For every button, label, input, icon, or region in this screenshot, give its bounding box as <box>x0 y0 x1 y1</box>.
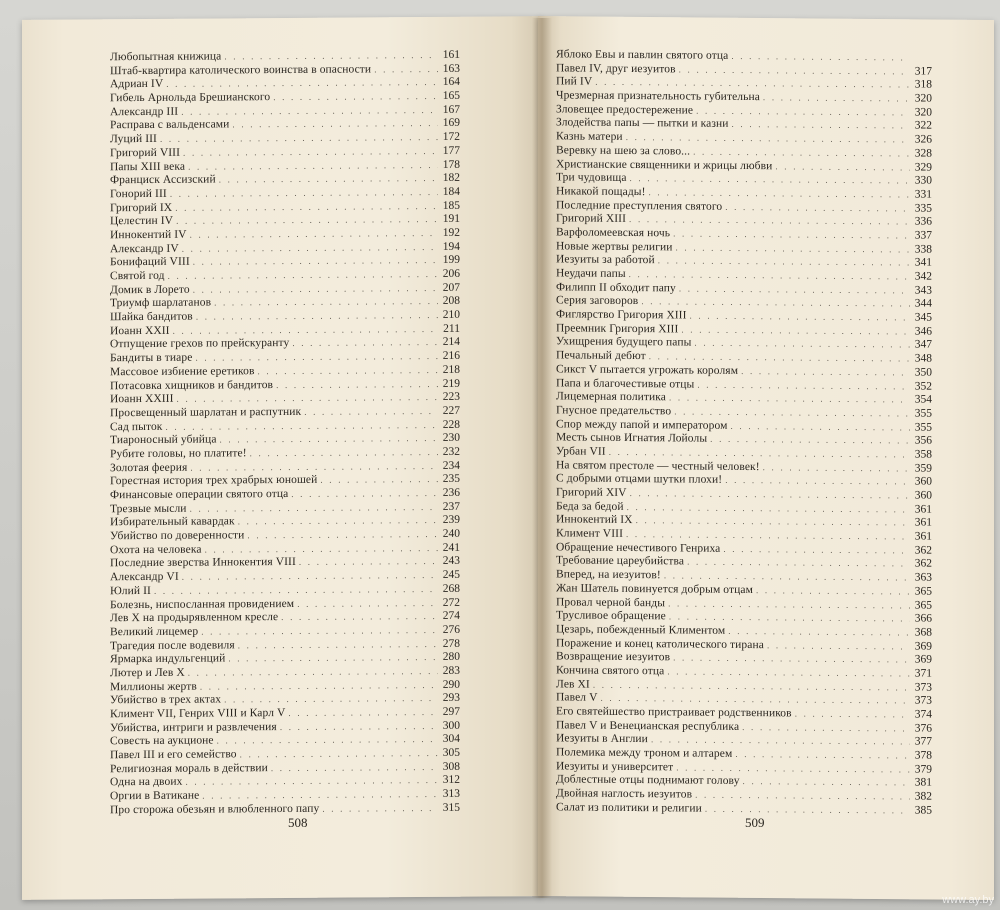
toc-leader-dots <box>278 610 438 625</box>
toc-entry-title: Миллионы жертв <box>110 680 197 693</box>
toc-entry-title: Лютер и Лев X <box>110 666 185 680</box>
toc-entry-page: 237 <box>442 500 460 513</box>
toc-entry-title: Святой год <box>110 269 165 283</box>
toc-leader-dots <box>296 555 438 570</box>
toc-entry-title: Фиглярство Григория XIII <box>556 308 687 322</box>
toc-entry-title: Александр IV <box>110 242 179 255</box>
toc-entry-page: 227 <box>442 404 460 417</box>
right-page-number: 509 <box>745 815 765 830</box>
toc-entry-page: 363 <box>914 571 932 584</box>
toc-entry-page: 208 <box>442 295 460 308</box>
toc-entry-page: 382 <box>914 790 932 803</box>
toc-entry-page: 305 <box>442 746 460 759</box>
toc-entry-page: 165 <box>442 89 460 102</box>
toc-entry-page: 328 <box>914 147 932 160</box>
toc-entry-page: 278 <box>442 637 460 650</box>
toc-entry-title: Любопытная книжица <box>110 50 222 64</box>
toc-leader-dots <box>764 639 910 654</box>
toc-leader-dots <box>289 336 438 351</box>
toc-entry-title: Религиозная мораль в действии <box>110 761 268 775</box>
toc-entry-page: 377 <box>914 735 932 749</box>
toc-entry-title: Павел V и Венецианская республика <box>556 719 740 733</box>
toc-entry-page: 210 <box>442 308 460 321</box>
toc-entry-title: Финансовые операции святого отца <box>110 487 289 502</box>
toc-entry-page: 338 <box>914 243 932 256</box>
toc-entry-title: Юлий II <box>110 584 151 598</box>
toc-entry-page: 163 <box>442 62 460 75</box>
toc-entry-page: 239 <box>442 514 460 527</box>
toc-entry-page: 378 <box>914 749 932 762</box>
toc-entry-title: Горестная история трех храбрых юношей <box>110 474 318 488</box>
toc-entry-page: 369 <box>914 640 932 653</box>
toc-entry-title: Папы XIII века <box>110 160 186 173</box>
toc-entry-page: 276 <box>442 623 460 636</box>
toc-entry-title: Расправа с вальденсами <box>110 118 230 132</box>
toc-entry-title: Убийство по доверенности <box>110 529 245 543</box>
toc-leader-dots <box>288 487 438 502</box>
toc-entry-title: Трезвые мысли <box>110 502 187 515</box>
toc-entry-page: 169 <box>442 117 460 130</box>
toc-entry-title: Массовое избиение еретиков <box>110 365 255 379</box>
toc-entry-page: 317 <box>914 65 932 78</box>
toc-entry-page: 182 <box>442 171 460 185</box>
toc-entry-page: 355 <box>914 421 932 434</box>
toc-entry-page: 304 <box>442 733 460 746</box>
toc-entry-title: Штаб-квартира католического воинства в опасности <box>110 63 372 77</box>
toc-entry-page: 274 <box>442 609 460 623</box>
toc-entry-page: 360 <box>914 475 932 488</box>
toc-entry-page: 322 <box>914 119 932 133</box>
toc-entry-title: Иннокентий IX <box>556 513 633 527</box>
toc-leader-dots <box>273 377 438 392</box>
toc-entry-page: 234 <box>442 459 460 472</box>
toc-entry-page: 313 <box>442 787 460 801</box>
toc-entry-title: Варфоломеевская ночь <box>556 226 671 240</box>
toc-leader-dots <box>738 365 910 380</box>
toc-entry-title: Провал черной банды <box>556 595 666 609</box>
toc-entry-title: Двойная наглость иезуитов <box>556 787 693 801</box>
toc-entry-page: 373 <box>914 694 932 707</box>
toc-entry-page: 185 <box>442 199 460 212</box>
toc-entry-title: Салат из политики и религии <box>556 801 702 815</box>
toc-entry-title: Последние преступления святого <box>556 198 723 213</box>
toc-leader-dots <box>740 775 910 790</box>
toc-entry-title: Одна на двоих <box>110 776 183 789</box>
toc-entry-page: 341 <box>914 256 932 269</box>
toc-entry-page: 365 <box>914 585 932 598</box>
toc-entry-page: 379 <box>914 763 932 776</box>
toc-leader-dots <box>237 747 438 762</box>
toc-leader-dots <box>319 802 438 817</box>
toc-entry-page: 342 <box>914 270 932 283</box>
toc-leader-dots <box>792 707 910 722</box>
toc-entry-page: 373 <box>914 681 932 694</box>
toc-entry-page: 191 <box>442 213 460 226</box>
toc-entry-title: С добрыми отцами шутки плохи! <box>556 472 723 487</box>
toc-entry-title: Гонорий III <box>110 187 167 201</box>
toc-entry-title: Убийства, интриги и развлечения <box>110 720 277 734</box>
toc-entry-title: Три чудовища <box>556 171 627 185</box>
toc-leader-dots <box>255 364 438 379</box>
toc-entry-page: 352 <box>914 379 932 393</box>
toc-entry-title: Доблестные отцы поднимают голову <box>556 773 740 788</box>
toc-entry-page: 312 <box>442 774 460 787</box>
toc-entry-page: 381 <box>914 776 932 790</box>
toc-entry-title: Великий лицемер <box>110 625 199 639</box>
toc-entry-page: 207 <box>442 281 460 294</box>
toc-entry-title: Казнь матери <box>556 130 623 144</box>
toc-entry-title: Охота на человека <box>110 543 202 556</box>
toc-entry-title: Серия заговоров <box>556 294 639 308</box>
toc-leader-dots <box>702 802 910 818</box>
toc-entry-page: 240 <box>442 527 460 540</box>
toc-entry-page: 245 <box>442 568 460 582</box>
toc-entry-title: Требование цареубийства <box>556 554 685 568</box>
toc-entry-page: 290 <box>442 678 460 691</box>
toc-entry-page: 374 <box>914 708 932 721</box>
toc-entry-title: Полемика между троном и алтарем <box>556 746 733 760</box>
toc-entry-title: Александр VI <box>110 570 179 584</box>
toc-entry-page: 366 <box>914 612 932 625</box>
toc-entry-title: Христианские священники и жрицы любви <box>556 157 773 172</box>
toc-entry-page: 360 <box>914 489 932 502</box>
toc-entry-page: 350 <box>914 366 932 379</box>
toc-entry-title: Оргии в Ватикане <box>110 789 200 803</box>
toc-entry-page: 345 <box>914 311 932 324</box>
toc-entry-title: Павел V <box>556 691 598 705</box>
toc-leader-dots <box>277 720 438 735</box>
toc-entry-page: 192 <box>442 226 460 239</box>
toc-leader-dots <box>244 528 438 543</box>
toc-entry-title: Урбан VII <box>556 445 606 458</box>
toc-entry-title: Григорий VIII <box>110 146 181 160</box>
toc-entry-title: Целестин IV <box>110 215 174 228</box>
toc-entry-title: Бонифаций VIII <box>110 255 190 269</box>
toc-entry-title: Зловещее предостережение <box>556 103 694 117</box>
toc-leader-dots <box>760 461 910 476</box>
toc-entry-page: 359 <box>914 462 932 475</box>
toc-entry-title: Гнусное предательство <box>556 404 672 418</box>
toc-entry-title: Неудачи папы <box>556 267 626 280</box>
toc-entry-title: Яблоко Евы и павлин святого отца <box>556 48 729 62</box>
toc-leader-dots <box>229 117 438 132</box>
toc-entry-title: Обращение нечестивого Генриха <box>556 541 721 555</box>
toc-entry-title: Убийство в трех актах <box>110 693 222 707</box>
toc-entry-title: Павел III и его семейство <box>110 748 237 762</box>
toc-entry-title: Беда за бедой <box>556 500 624 513</box>
toc-entry-title: Франциск Ассизский <box>110 173 216 187</box>
toc-entry-title: Сикст V пытается угрожать королям <box>556 363 739 377</box>
toc-leader-dots <box>285 706 438 721</box>
toc-entry-page: 223 <box>442 390 460 404</box>
toc-entry-title: Чрезмерная признательность губительна <box>556 89 760 104</box>
toc-entry-page: 177 <box>442 144 460 157</box>
toc-entry-page: 330 <box>914 174 932 187</box>
toc-entry-page: 335 <box>914 202 932 215</box>
toc-entry-page: 347 <box>914 338 932 352</box>
toc-leader-dots <box>760 91 910 106</box>
toc-entry-page: 361 <box>914 503 932 516</box>
toc-leader-dots <box>772 160 910 175</box>
toc-leader-dots <box>317 473 438 488</box>
toc-entry-title: Его святейшество пристраивает родственников <box>556 705 792 720</box>
toc-entry-title: Александр III <box>110 105 179 118</box>
toc-entry-title: Ярмарка индульгенций <box>110 652 226 666</box>
toc-entry-title: Лицемерная политика <box>556 390 667 404</box>
toc-entry-page: 376 <box>914 722 932 735</box>
toc-entry-page: 178 <box>442 158 460 171</box>
toc-entry-title: Иоанн XXII <box>110 324 170 337</box>
toc-entry-page: 337 <box>914 229 932 242</box>
toc-entry-page: 268 <box>442 582 460 595</box>
toc-entry-page: 361 <box>914 516 932 530</box>
toc-entry-title: Тиароносный убийца <box>110 433 217 447</box>
toc-leader-dots <box>235 514 438 529</box>
toc-entry-title: Климент VII, Генрих VIII и Карл V <box>110 706 286 721</box>
toc-entry-title: Никакой пощады! <box>556 185 646 199</box>
toc-entry-title: Потасовка хищников и бандитов <box>110 378 274 392</box>
toc-entry-page: 355 <box>914 407 932 420</box>
toc-entry-title: Бандиты в тиаре <box>110 351 193 365</box>
toc-entry-page: 329 <box>914 160 932 174</box>
toc-entry-page: 308 <box>442 760 460 773</box>
toc-entry-title: Просвещенный шарлатан и распутник <box>110 405 302 420</box>
toc-entry-title: Месть сынов Игнатия Лойолы <box>556 431 708 445</box>
toc-leader-dots <box>371 63 438 77</box>
toc-leader-dots <box>301 405 438 420</box>
toc-entry-page: 346 <box>914 325 932 338</box>
toc-entry-page: 219 <box>442 377 460 390</box>
toc-entry-page: 320 <box>914 106 932 119</box>
toc-entry-title: Григорий XIV <box>556 486 627 499</box>
toc-entry-page: 343 <box>914 284 932 297</box>
toc-entry-title: Пий IV <box>556 75 593 89</box>
toc-entry-title: Печальный дебют <box>556 349 646 363</box>
toc-entry-title: Возвращение иезуитов <box>556 650 671 664</box>
toc-entry-page: 214 <box>442 336 460 349</box>
toc-entry-title: На святом престоле — честный человек! <box>556 458 760 473</box>
toc-entry-page: 206 <box>442 267 460 280</box>
toc-entry-page: 348 <box>914 352 932 365</box>
toc-entry-page: 318 <box>914 78 932 92</box>
toc-entry-title: Поражение и конец католического тирана <box>556 636 764 651</box>
toc-entry-page: 365 <box>914 598 932 612</box>
toc-entry-title: Филипп II обходит папу <box>556 281 676 295</box>
toc-leader-dots <box>235 637 438 652</box>
toc-entry-title: Вперед, на иезуитов! <box>556 568 661 582</box>
toc-entry-title: Кончина святого отца <box>556 664 665 678</box>
toc-entry-title: Иоанн XXIII <box>110 392 174 406</box>
toc-entry-title: Жан Шатель повинуется добрым отцам <box>556 582 753 596</box>
toc-entry-title: Домик в Лорето <box>110 283 190 296</box>
toc-entry-page: 199 <box>442 254 460 267</box>
toc-leader-dots <box>225 651 438 666</box>
toc-entry-title: Климент VIII <box>556 527 623 541</box>
left-page-contents <box>110 49 460 818</box>
book-spine <box>532 18 552 898</box>
toc-entry-title: Избирательный кавардак <box>110 515 235 529</box>
toc-entry-page: 293 <box>442 692 460 705</box>
toc-entry-title: Иезуиты за работой <box>556 253 655 267</box>
toc-entry-page: 211 <box>443 322 460 335</box>
toc-entry-title: Злодейства папы — пытки и казни <box>556 116 729 131</box>
toc-entry-title: Ухищрения будущего папы <box>556 335 692 349</box>
toc-entry-title: Павел IV, друг иезуитов <box>556 62 676 76</box>
toc-entry-page: 344 <box>914 297 932 311</box>
toc-entry-page: 172 <box>442 130 460 144</box>
toc-entry-title: Триумф шарлатанов <box>110 296 212 310</box>
toc-entry-page: 356 <box>914 434 932 447</box>
toc-entry-title: Луций III <box>110 133 157 146</box>
toc-leader-dots <box>268 761 438 776</box>
toc-entry-page: 368 <box>914 626 932 639</box>
toc-entry-title: Адриан IV <box>110 78 164 91</box>
toc-entry-title: Григорий IX <box>110 201 173 214</box>
toc-entry-page: 230 <box>442 432 460 445</box>
toc-entry-title: Шайка бандитов <box>110 310 193 324</box>
watermark: www.ay.by <box>942 894 994 906</box>
toc-leader-dots <box>753 584 910 599</box>
toc-entry-page: 362 <box>914 544 932 557</box>
toc-entry-title: Иннокентий IV <box>110 228 187 242</box>
toc-entry-title: Лев XI <box>556 677 590 691</box>
toc-entry-page: 164 <box>442 76 460 89</box>
toc-entry-title: Болезнь, ниспосланная провидением <box>110 597 295 611</box>
toc-entry-title: Иезуиты в Англии <box>556 732 648 746</box>
toc-entry-title: Спор между папой и императором <box>556 417 728 432</box>
toc-entry-page: 320 <box>914 92 932 105</box>
toc-entry-page: 184 <box>442 185 460 198</box>
toc-entry-page: 385 <box>914 804 932 817</box>
toc-entry-page: 300 <box>442 719 460 732</box>
toc-entry-title: Трагедия после водевиля <box>110 638 235 652</box>
toc-leader-dots <box>270 90 438 105</box>
toc-entry-title: Рубите головы, но платите! <box>110 447 247 461</box>
toc-entry-title: Цезарь, побежденный Климентом <box>556 623 726 637</box>
toc-entry-page: 362 <box>914 557 932 571</box>
toc-entry-title: Папа и благочестивые отцы <box>556 376 695 391</box>
toc-entry-title: Совесть на аукционе <box>110 734 214 748</box>
toc-entry-page: 236 <box>442 486 460 499</box>
toc-entry-title: Про сторожа обезьян и влюбленного папу <box>110 802 320 817</box>
toc-entry-page: 280 <box>442 651 460 664</box>
toc-entry-page: 228 <box>442 418 460 431</box>
toc-entry-title: Григорий XIII <box>556 212 627 226</box>
toc-entry-page: 361 <box>914 530 932 543</box>
toc-entry-page: 369 <box>914 653 932 666</box>
toc-entry-title: Трусливое обращение <box>556 609 666 623</box>
toc-entry-title: Золотая феерия <box>110 461 188 474</box>
left-page-number: 508 <box>288 815 308 830</box>
toc-entry-title: Веревку на шею за слово... <box>556 144 691 158</box>
toc-entry-page: 354 <box>914 393 932 406</box>
toc-entry-page: 336 <box>914 215 932 228</box>
toc-leader-dots <box>294 596 438 611</box>
toc-entry-page: 272 <box>442 596 460 609</box>
toc-entry-page: 315 <box>442 801 460 814</box>
toc-entry-title: Лев X на продырявленном кресле <box>110 611 279 625</box>
toc-entry-page: 161 <box>442 48 460 61</box>
right-page-contents <box>556 48 932 818</box>
toc-entry-page: 297 <box>442 705 460 718</box>
toc-entry-title: Гибель Арнольда Брешианского <box>110 91 271 105</box>
toc-entry-title: Сад пыток <box>110 420 163 433</box>
toc-entry-page: 241 <box>442 541 460 554</box>
toc-leader-dots <box>739 721 910 736</box>
toc-entry-page: 283 <box>442 664 460 677</box>
toc-entry-title: Иезуиты и университет <box>556 760 674 774</box>
toc-leader-dots <box>247 446 438 461</box>
toc-entry-title: Новые жертвы религии <box>556 239 673 254</box>
toc-entry-title: Преемник Григория XIII <box>556 322 679 336</box>
toc-entry-page: 218 <box>442 363 460 376</box>
toc-entry-page: 194 <box>442 240 460 253</box>
toc-entry-page: 243 <box>442 555 460 568</box>
toc-entry-page: 326 <box>914 133 932 146</box>
toc-entry-page: 235 <box>442 473 460 486</box>
toc-entry-title: Последние зверства Иннокентия VIII <box>110 556 296 570</box>
toc-entry-page: 216 <box>442 349 460 363</box>
toc-entry-page: 358 <box>914 448 932 461</box>
toc-entry-title: Отпущение грехов по прейскуранту <box>110 337 290 351</box>
toc-entry-page: 232 <box>442 445 460 458</box>
toc-entry <box>110 802 460 818</box>
toc-entry-page: 331 <box>914 188 932 201</box>
toc-entry-page: 371 <box>914 667 932 680</box>
toc-entry-page: 167 <box>442 103 460 116</box>
